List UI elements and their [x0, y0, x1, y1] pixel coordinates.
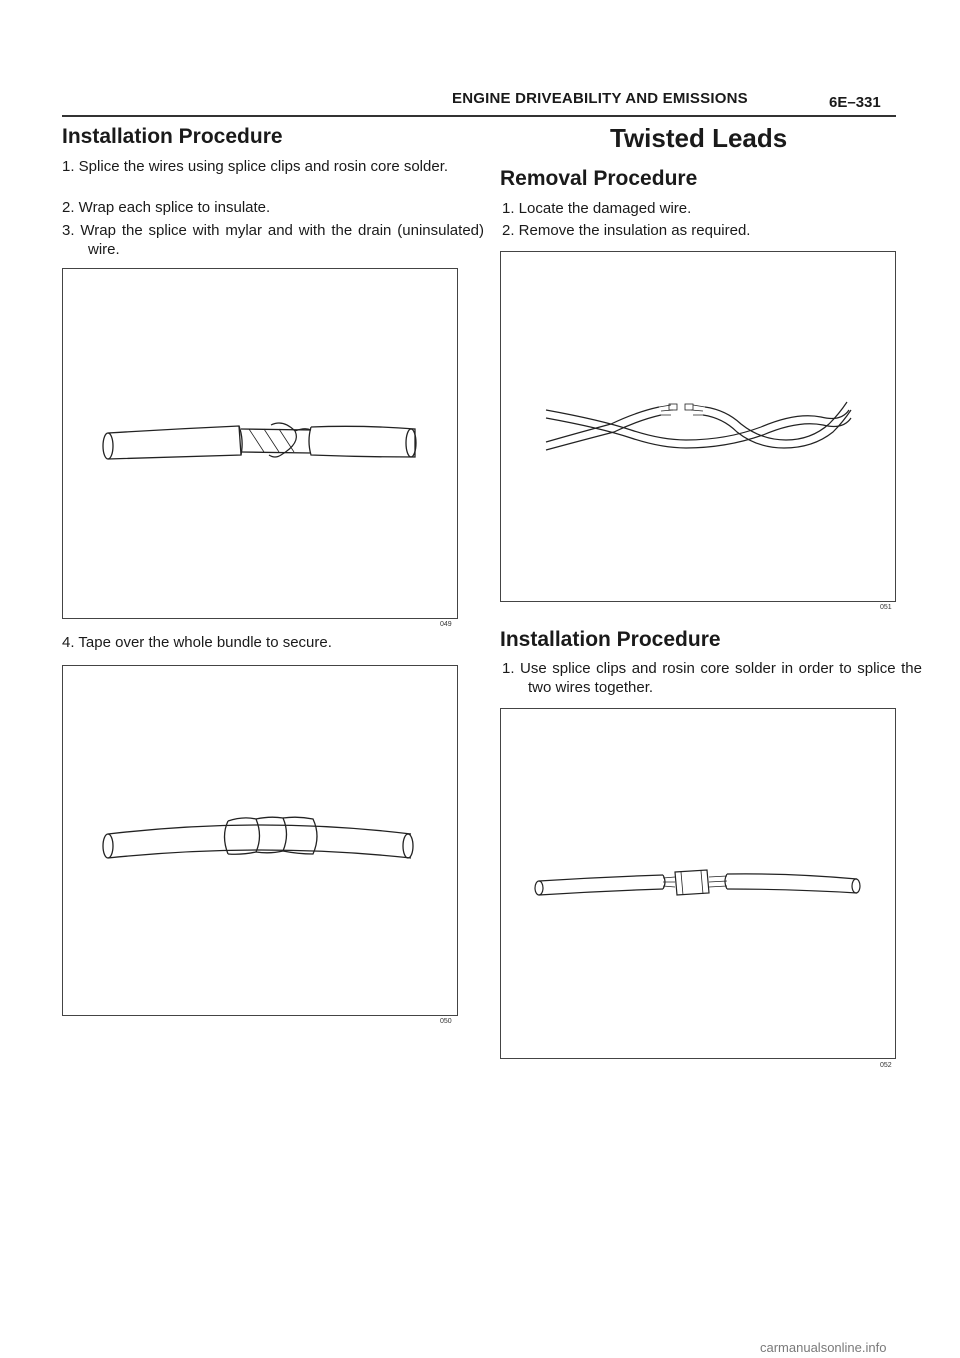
left-step-3: 3. Wrap the splice with mylar and with the drain (uninsulated) wire. [62, 222, 484, 258]
figure-number-050: 050 [440, 1018, 452, 1025]
removal-step-1: 1. Locate the damaged wire. [502, 200, 692, 217]
taped-bundle-illustration [63, 666, 459, 1017]
installation-procedure-heading: Installation Procedure [62, 125, 283, 148]
installation-procedure-heading-right: Installation Procedure [500, 628, 721, 651]
figure-twisted-pair-removal [500, 251, 896, 602]
figure-splice-clip [500, 708, 896, 1059]
left-step-4: 4. Tape over the whole bundle to secure. [62, 634, 332, 651]
figure-taped-bundle [62, 665, 458, 1016]
splice-clip-illustration [501, 709, 897, 1060]
figure-number-052: 052 [880, 1062, 892, 1069]
header-divider [62, 115, 896, 117]
page-number: 6E–331 [829, 94, 881, 111]
left-step-1: 1. Splice the wires using splice clips and rosin core solder. [62, 158, 449, 175]
twisted-leads-heading: Twisted Leads [610, 123, 788, 153]
mylar-wrap-illustration [63, 269, 459, 620]
twisted-pair-illustration [501, 252, 897, 603]
section-title: ENGINE DRIVEABILITY AND EMISSIONS [452, 90, 748, 107]
installation-step-1: 1. Use splice clips and rosin core solder in order to splice the two wires together. [502, 660, 922, 696]
removal-step-2: 2. Remove the insulation as required. [502, 222, 751, 239]
figure-mylar-wrap [62, 268, 458, 619]
figure-number-049: 049 [440, 621, 452, 628]
removal-procedure-heading: Removal Procedure [500, 167, 698, 190]
figure-number-051: 051 [880, 604, 892, 611]
left-step-2: 2. Wrap each splice to insulate. [62, 199, 271, 216]
watermark: carmanualsonline.info [760, 1340, 887, 1355]
